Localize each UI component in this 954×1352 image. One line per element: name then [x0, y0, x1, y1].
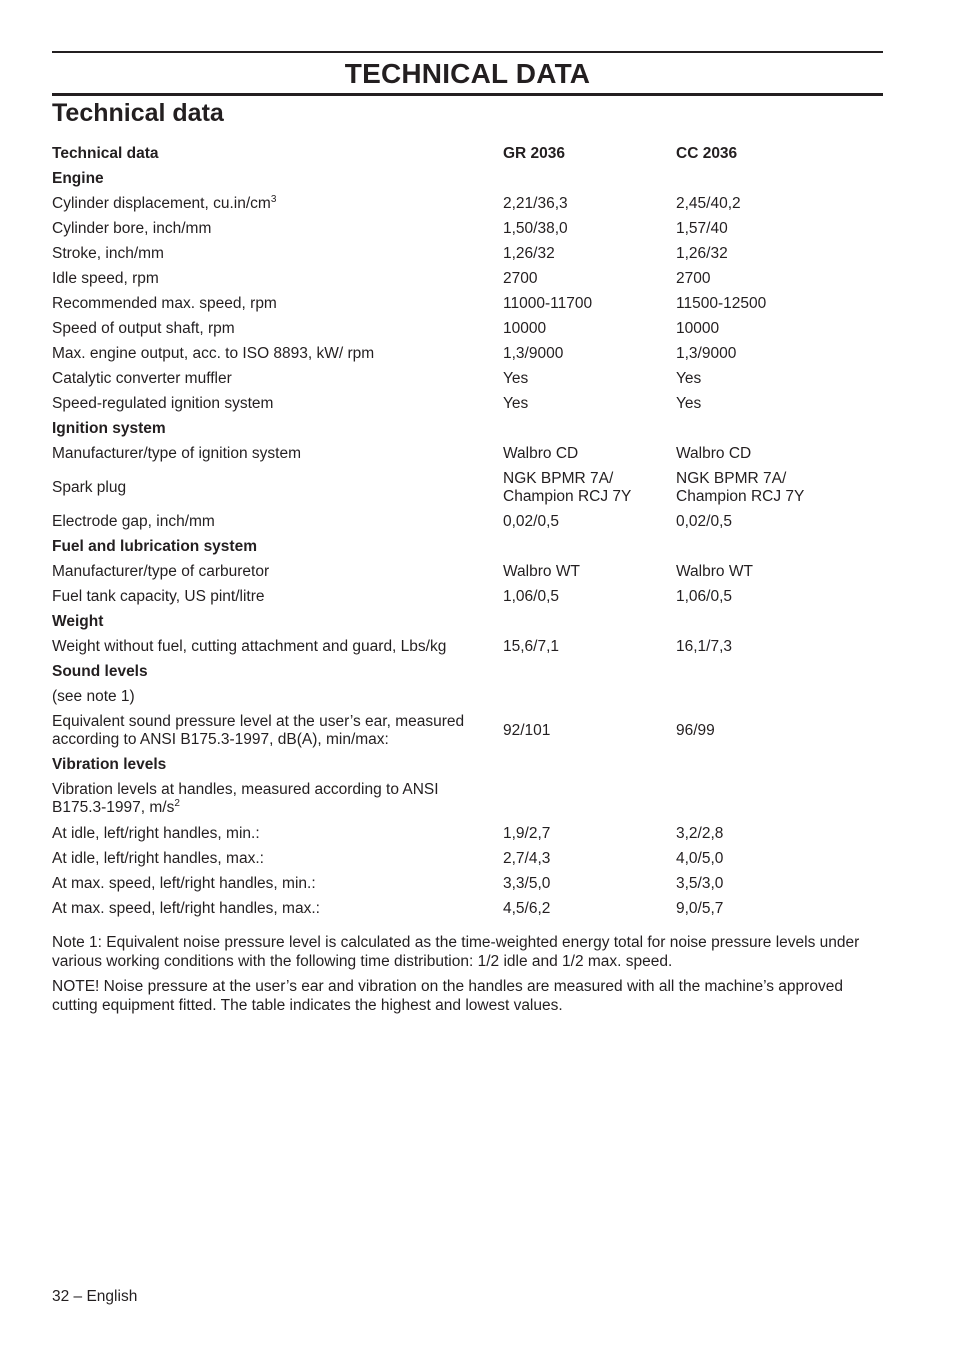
cell-cc2036: 3,2/2,8 [676, 824, 724, 842]
row-label: Idle speed, rpm [52, 269, 159, 287]
cell-cc2036: 4,0/5,0 [676, 849, 724, 867]
header-label: Technical data [52, 144, 159, 162]
cell-gr2036: 1,06/0,5 [503, 587, 560, 605]
table-row [52, 291, 883, 316]
cell-gr2036: 4,5/6,2 [503, 899, 551, 917]
cell-cc2036: 1,06/0,5 [676, 587, 733, 605]
cell-gr2036: 3,3/5,0 [503, 874, 551, 892]
cell-gr2036: 1,50/38,0 [503, 219, 568, 237]
table-row [52, 266, 883, 291]
row-label: Catalytic converter muffler [52, 369, 232, 387]
cell-cc2036: 10000 [676, 319, 720, 337]
row-label: Speed of output shaft, rpm [52, 319, 235, 337]
table-row [52, 871, 883, 896]
page-footer: 32 – English [52, 1288, 138, 1305]
row-label: At idle, left/right handles, min.: [52, 824, 260, 842]
row-label: At max. speed, left/right handles, min.: [52, 874, 316, 892]
table-row [52, 584, 883, 609]
table-row [52, 391, 883, 416]
cell-cc2036: 3,5/3,0 [676, 874, 724, 892]
section-row-vibration [52, 752, 883, 777]
row-label: Cylinder displacement, $cu.in/cm^3$ [52, 193, 277, 212]
row-label: Max. engine output, acc. to ISO 8893, kW/ rpm [52, 344, 375, 362]
cell-cc2036: Yes [676, 369, 702, 387]
table-row [52, 341, 883, 366]
cell-cc2036: Yes [676, 394, 702, 412]
row-label: Stroke, inch/mm [52, 244, 164, 262]
row-label: Electrode gap, inch/mm [52, 512, 215, 530]
row-label: (see note 1) [52, 687, 135, 705]
section-row-weight [52, 609, 883, 634]
table-row [52, 777, 883, 821]
cell-cc2036: 11500-12500 [676, 294, 767, 312]
table-row [52, 559, 883, 584]
section-heading: Sound levels [52, 662, 148, 680]
cell-cc2036: 9,0/5,7 [676, 899, 724, 917]
cell-cc2036: 2700 [676, 269, 711, 287]
cell-gr2036: Walbro CD [503, 444, 579, 462]
table-row [52, 316, 883, 341]
table-row [52, 191, 883, 216]
section-heading: Weight [52, 612, 104, 630]
table-row [52, 216, 883, 241]
row-label: Manufacturer/type of carburetor [52, 562, 270, 580]
cell-cc2036: Walbro WT [676, 562, 753, 580]
cell-gr2036: 1,9/2,7 [503, 824, 551, 842]
cell-gr2036: 1,3/9000 [503, 344, 564, 362]
cell-cc2036: 16,1/7,3 [676, 637, 733, 655]
row-label: Vibration levels at handles, measured according to ANSI B175.3-1997, $m/s^2$ [52, 781, 439, 816]
cell-gr2036: 92/101 [503, 721, 551, 739]
superscript: 3 [270, 193, 277, 205]
cell-cc2036: 1,57/40 [676, 219, 728, 237]
cell-gr2036: Yes [503, 394, 529, 412]
cell-cc2036: 96/99 [676, 721, 715, 739]
cell-gr2036: 1,26/32 [503, 244, 555, 262]
table-row [52, 509, 883, 534]
table-row [52, 896, 883, 921]
cell-gr2036: 0,02/0,5 [503, 512, 560, 530]
note-1: Note 1: Equivalent noise pressure level is calculated as the time-weighted energy total for noise pressure levels under various working conditions with the following time distribution: 1/2 idle and 1/2 max. speed. [52, 934, 860, 970]
cell-cc2036: 1,3/9000 [676, 344, 737, 362]
cell-gr2036: Yes [503, 369, 529, 387]
section-title: Technical data [52, 99, 224, 127]
cell-gr2036: Walbro WT [503, 562, 580, 580]
table-row [52, 366, 883, 391]
row-label: At max. speed, left/right handles, max.: [52, 899, 320, 917]
page-banner [52, 51, 883, 96]
table-row [52, 709, 883, 752]
superscript: 2 [174, 798, 180, 809]
banner-title: TECHNICAL DATA [344, 58, 591, 89]
section-heading: Ignition system [52, 419, 166, 437]
cell-gr2036: 15,6/7,1 [503, 637, 560, 655]
header-cc2036: CC 2036 [676, 144, 738, 162]
cell-gr2036: 11000-11700 [503, 294, 593, 312]
cell-cc2036: 2,45/40,2 [676, 194, 741, 212]
row-label: Recommended max. speed, rpm [52, 294, 277, 312]
row-label: Cylinder bore, inch/mm [52, 219, 212, 237]
cell-gr2036: 2700 [503, 269, 538, 287]
row-label: Spark plug [52, 478, 127, 496]
row-label: At idle, left/right handles, max.: [52, 849, 264, 867]
note-measurement: NOTE! Noise pressure at the user’s ear and vibration on the handles are measured with all the machine’s approved cutting equipment fitted. The table indicates the highest and lowest values. [52, 978, 843, 1014]
cell-cc2036: 1,26/32 [676, 244, 728, 262]
cell-gr2036: 10000 [503, 319, 547, 337]
row-label: Manufacturer/type of ignition system [52, 444, 301, 462]
table-row [52, 821, 883, 846]
section-heading: Engine [52, 169, 104, 187]
header-gr2036: GR 2036 [503, 144, 566, 162]
section-row-engine [52, 166, 883, 191]
section-heading: Vibration levels [52, 755, 167, 773]
cell-cc2036: 0,02/0,5 [676, 512, 733, 530]
table-row [52, 634, 883, 659]
cell-cc2036: NGK BPMR 7A/ Champion RCJ 7Y [676, 469, 805, 505]
table-row [52, 846, 883, 871]
row-label: Weight without fuel, cutting attachment and guard, Lbs/kg [52, 637, 447, 655]
notes [52, 933, 884, 1021]
section-row-ignition [52, 416, 883, 441]
cell-cc2036: Walbro CD [676, 444, 752, 462]
row-label: Equivalent sound pressure level at the user’s ear, measured according to ANSI B175.3-1997, dB(A), min/max: [52, 712, 465, 748]
table-row [52, 441, 883, 466]
technical-data-table [52, 141, 883, 921]
cell-gr2036: 2,7/4,3 [503, 849, 551, 867]
table-row [52, 241, 883, 266]
section-heading: Fuel and lubrication system [52, 537, 257, 555]
row-label: Speed-regulated ignition system [52, 394, 274, 412]
cell-gr2036: 2,21/36,3 [503, 194, 568, 212]
section-row-fuel [52, 534, 883, 559]
table-row [52, 466, 883, 509]
table-header-row [52, 141, 883, 166]
table-row [52, 684, 883, 709]
row-label: Fuel tank capacity, US pint/litre [52, 587, 265, 605]
section-row-sound [52, 659, 883, 684]
cell-gr2036: NGK BPMR 7A/ Champion RCJ 7Y [503, 469, 632, 505]
